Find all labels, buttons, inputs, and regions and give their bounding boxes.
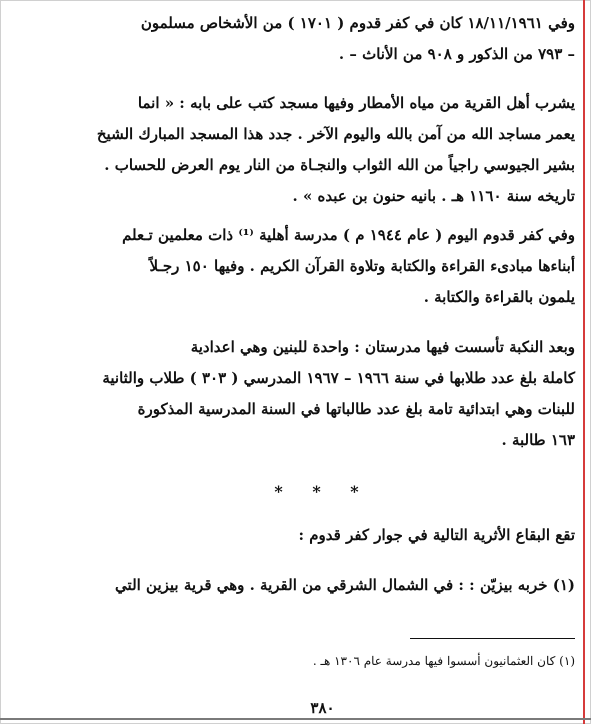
text-line: للبنات وهي ابتدائية تامة بلغ عدد طالباتها في السنة المدرسية المذكورة [137, 400, 575, 418]
text-line: (١) خربه بيزيّن : : في الشمال الشرقي من القرية . وهي قرية بيزين التي [115, 576, 575, 594]
text-line: وفي ١٨/١١/١٩٦١ كان في كفر قدوم ( ١٧٠١ ) من الأشخاص مسلمون [140, 14, 575, 32]
paragraph-schools-after-nakba [70, 332, 575, 456]
paragraph-archaeological-sites-intro [70, 520, 575, 551]
text-line: وفي كفر قدوم اليوم ( عام ١٩٤٤ م ) مدرسة أهلية ⁽¹⁾ ذات معلمين تـعلم [122, 226, 575, 244]
text-line: يشرب أهل القرية من مياه الأمطار وفيها مسجد كتب على بابه : « انما [137, 94, 575, 112]
text-line: كاملة بلغ عدد طلابها في سنة ١٩٦٦ – ١٩٦٧ المدرسي ( ٣٠٣ ) طلاب والثانية [102, 369, 575, 387]
paragraph-mosque-inscription [70, 88, 575, 212]
text-line: يلمون بالقراءة والكتابة . [423, 288, 575, 306]
page-number: ٣٨٠ [310, 699, 335, 717]
paragraph-school-1944 [70, 220, 575, 313]
footnote-divider [410, 638, 575, 639]
text-line: – ٧٩٣ من الذكور و ٩٠٨ من الأناث – . [338, 45, 575, 63]
text-line: يعمر مساجد الله من آمن بالله واليوم الآخر . جدد هذا المسجد المبارك الشيخ [96, 125, 575, 143]
text-line: أبناءها مبادىء القراءة والكتابة وتلاوة القرآن الكريم . وفيها ١٥٠ رجـلاً [149, 257, 575, 275]
window-edge-right [583, 0, 585, 724]
text-line: ١٦٣ طالبة . [501, 431, 575, 449]
section-separator: * * * [274, 482, 371, 501]
window-edge-bottom [0, 718, 591, 720]
paragraph-population-1961 [70, 8, 575, 70]
paragraph-site-1 [70, 570, 575, 601]
footnote: (١) كان العثمانيون أسسوا فيها مدرسة عام ١٣٠٦ هـ . [312, 654, 575, 668]
text-line: تقع البقاع الأثرية التالية في جوار كفر قدوم : [298, 526, 575, 544]
text-line: وبعد النكبة تأسست فيها مدرستان : واحدة للبنين وهي اعدادية [190, 338, 575, 356]
text-line: بشير الجيوسي راجياً من الله الثواب والنجـاة من النار يوم العرض للحساب . [104, 156, 575, 174]
book-page [70, 8, 575, 717]
text-line: تاريخه سنة ١١٦٠ هـ . بانيه حنون بن عبده » . [292, 187, 575, 205]
